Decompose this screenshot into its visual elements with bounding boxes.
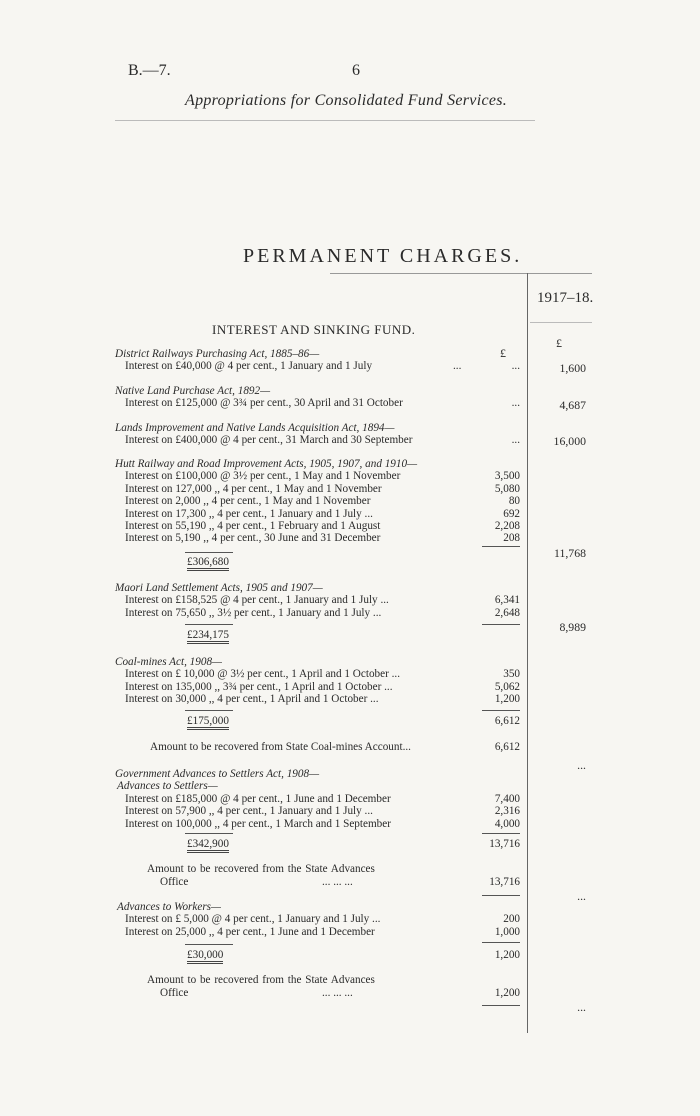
entry-head: Coal-mines Act, 1908— (115, 656, 223, 668)
subtotal-rule (482, 942, 520, 943)
sum-maori-land: £234,175 (187, 629, 229, 644)
entry-line: Interest on £158,525 @ 4 per cent., 1 January and 1 July ... 6,341 (125, 594, 520, 607)
total-lands-improvement: 16,000 (553, 434, 586, 448)
sum-coal-mines: £175,000 (187, 715, 229, 730)
total-gov-advances: ... (577, 889, 586, 903)
sum-gov-advances: £342,900 (187, 838, 229, 853)
recover-amount-gov: 13,716 (489, 876, 520, 888)
document-reference: B.—7. (128, 62, 171, 79)
entry-hutt-railway (115, 458, 520, 545)
recover-gov-line2: Office (160, 876, 189, 888)
entry-head: Government Advances to Settlers Act, 1908— (115, 768, 320, 780)
entry-line: Interest on 17,300 ,, 4 per cent., 1 January and 1 July ... 692 (125, 507, 520, 520)
subtotal-rule (482, 833, 520, 834)
main-title: PERMANENT CHARGES. (243, 245, 523, 267)
dots: ... (511, 397, 520, 410)
sum-rule (185, 944, 233, 945)
dots: ... ... ... (322, 876, 353, 888)
sum-rule (185, 624, 233, 625)
column-divider (527, 273, 528, 1033)
total-workers: ... (577, 1000, 586, 1014)
entry-line: Interest on 127,000 ,, 4 per cent., 1 May and 1 November 5,080 (125, 482, 520, 495)
entry-gov-advances (115, 768, 520, 830)
subtotal-rule (482, 895, 520, 896)
currency-col-header: £ (556, 336, 562, 350)
table-top-rule (330, 273, 592, 274)
entry-line: Interest on 135,000 ,, 3¾ per cent., 1 April and 1 October ... 5,062 (125, 680, 520, 693)
entry-head: Lands Improvement and Native Lands Acquisition Act, 1894— (115, 422, 395, 434)
currency-amount-header: £ (500, 346, 506, 360)
dots: ... (453, 360, 462, 373)
entry-district-railways (115, 348, 520, 373)
entry-head: District Railways Purchasing Act, 1885–86— (115, 348, 320, 360)
entry-head: Maori Land Settlement Acts, 1905 and 1907— (115, 582, 323, 594)
entry-maori-land (115, 582, 520, 619)
header-rule (115, 120, 535, 121)
subtotal-coal-mines: 6,612 (494, 715, 520, 727)
entry-lands-improvement (115, 422, 520, 447)
sum-rule (185, 552, 233, 553)
subtotal-rule (482, 624, 520, 625)
subtotal-rule (482, 546, 520, 547)
entry-line: Interest on 5,190 ,, 4 per cent., 30 June and 31 December 208 (125, 532, 520, 545)
entry-line: Interest on 30,000 ,, 4 per cent., 1 April and 1 October ... 1,200 (125, 693, 520, 706)
entry-line: Interest on 100,000 ,, 4 per cent., 1 March and 1 September 4,000 (125, 817, 520, 830)
dots: ... (511, 360, 520, 373)
total-maori-land: 8,989 (559, 620, 586, 634)
subtotal-rule (482, 1005, 520, 1006)
total-native-land: 4,687 (559, 398, 586, 412)
recover-workers-line2: Office (160, 987, 189, 999)
recover-gov-line1: Amount to be recovered from the State Advances (147, 863, 375, 875)
page-header-title: Appropriations for Consolidated Fund Services. (185, 92, 508, 109)
entry-native-land (115, 385, 520, 410)
entry-head: Native Land Purchase Act, 1892— (115, 385, 271, 397)
subtotal-rule (482, 710, 520, 711)
total-hutt-railway: 11,768 (553, 546, 586, 560)
entry-head: Hutt Railway and Road Improvement Acts, 1905, 1907, and 1910— (115, 458, 418, 470)
recover-coal-mines: Amount to be recovered from State Coal-mines Account... (150, 741, 411, 753)
section-title: INTEREST AND SINKING FUND. (212, 322, 416, 337)
entry-line: Interest on £40,000 @ 4 per cent., 1 January and 1 July (125, 360, 373, 373)
total-coal-mines: ... (577, 758, 586, 772)
year-header-rule (530, 322, 592, 323)
sum-workers: £30,000 (187, 949, 223, 964)
entry-line: Interest on £ 5,000 @ 4 per cent., 1 January and 1 July ... 200 (125, 913, 520, 926)
sum-rule (185, 710, 233, 711)
total-district-railways: 1,600 (559, 361, 586, 375)
entry-line: Interest on 75,650 ,, 3½ per cent., 1 January and 1 July ... 2,648 (125, 606, 520, 619)
year-column-header: 1917–18. (537, 290, 594, 306)
dots: ... ... ... (322, 987, 353, 999)
entry-subhead: Advances to Workers— (117, 901, 221, 913)
entry-line: Interest on £125,000 @ 3¾ per cent., 30 April and 31 October (125, 397, 403, 410)
subtotal-workers: 1,200 (494, 949, 520, 961)
sum-rule (185, 833, 233, 834)
entry-line: Interest on 57,900 ,, 4 per cent., 1 January and 1 July ... 2,316 (125, 805, 520, 818)
entry-subhead: Advances to Settlers— (117, 780, 218, 793)
page-number: 6 (352, 62, 360, 79)
entry-line: Interest on £185,000 @ 4 per cent., 1 June and 1 December 7,400 (125, 792, 520, 805)
entry-line: Interest on 55,190 ,, 4 per cent., 1 February and 1 August 2,208 (125, 519, 520, 532)
entry-line: Interest on £100,000 @ 3½ per cent., 1 May and 1 November 3,500 (125, 470, 520, 483)
sum-hutt-railway: £306,680 (187, 556, 229, 571)
entry-line: Interest on 25,000 ,, 4 per cent., 1 June and 1 December 1,000 (125, 925, 520, 938)
entry-coal-mines (115, 656, 520, 706)
entry-workers (115, 901, 520, 938)
dots: ... (511, 434, 520, 447)
entry-line: Interest on £400,000 @ 4 per cent., 31 March and 30 September (125, 434, 413, 447)
subtotal-gov-advances: 13,716 (489, 838, 520, 850)
recover-workers-line1: Amount to be recovered from the State Advances (147, 974, 375, 986)
recover-amount-coal-mines: 6,612 (494, 741, 520, 753)
recover-amount-workers: 1,200 (494, 987, 520, 999)
entry-line: Interest on £ 10,000 @ 3½ per cent., 1 April and 1 October ... 350 (125, 668, 520, 681)
entry-line: Interest on 2,000 ,, 4 per cent., 1 May and 1 November 80 (125, 495, 520, 508)
